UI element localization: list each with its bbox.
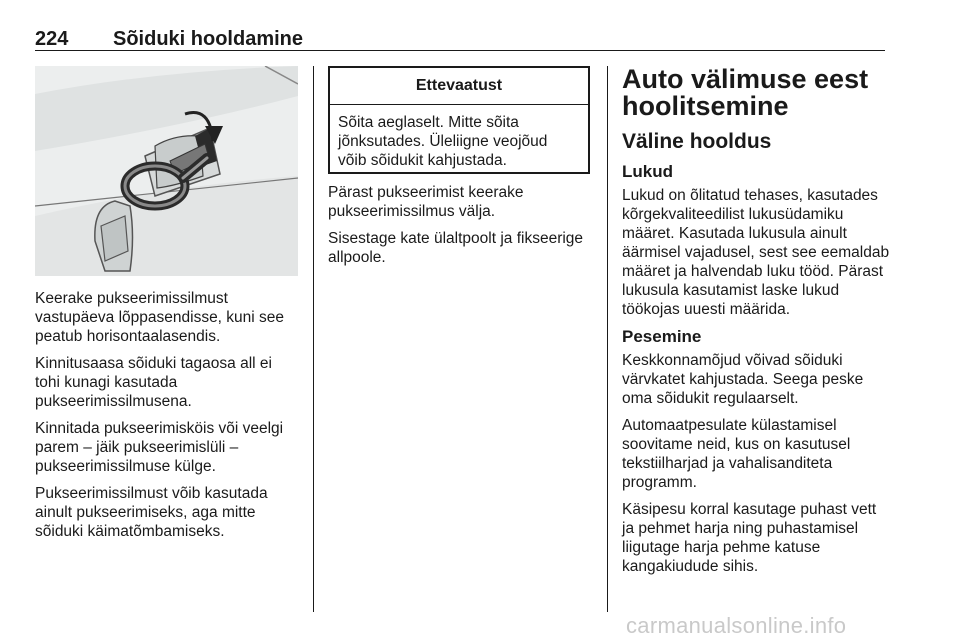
column-divider [607, 66, 608, 612]
page-header [35, 28, 885, 51]
paragraph: Pärast pukseerimist keerake pukseerimissilmus välja. [328, 184, 524, 220]
paragraph: Kinnitada pukseerimisköis või veelgi parem – jäik pukseerimislüli – pukseerimissilmuse külge. [35, 420, 284, 475]
column-divider [313, 66, 314, 612]
caution-title: Ettevaatust [330, 68, 588, 105]
tow-eye-illustration-icon [35, 66, 298, 276]
right-column [622, 66, 892, 584]
paragraph: Keskkonnamõjud võivad sõiduki värvkatet kahjustada. Seega peske oma sõidukit regulaarselt. [622, 352, 864, 407]
page-number: 224 [35, 28, 69, 50]
subsection-heading: Väline hooldus [622, 130, 772, 153]
page-title: Sõiduki hooldamine [113, 28, 304, 50]
paragraph: Käsipesu korral kasutage puhast vett ja pehmet harja ning puhastamisel liigutage harja pehme katuse kangakiudude sihis. [622, 501, 877, 575]
locks-heading: Lukud [622, 162, 673, 181]
paragraph: Lukud on õlitatud tehases, kasutades kõrgekvaliteedilist lukusüdamiku määret. Kasutada lukusula ainult äärmisel vajadusel, sest see eemaldab määret ja halvendab luku tööd. Pärast lukusula kasutamist laske lukud töökojas uuesti määrida. [622, 187, 890, 318]
caution-box [328, 66, 590, 174]
watermark-link[interactable]: carmanualsonline.info [626, 613, 847, 638]
paragraph: Automaatpesulate külastamisel soovitame neid, kus on kasutusel tekstiilharjad ja vahalisanditeta programm. [622, 417, 851, 491]
washing-heading: Pesemine [622, 327, 702, 346]
left-column [35, 289, 300, 549]
caution-text: Sõita aeglaselt. Mitte sõita jõnksutades. Üleliigne veojõud võib sõidukit kahjustada. [338, 114, 548, 169]
paragraph: Pukseerimissilmust võib kasutada ainult pukseerimiseks, aga mitte sõiduki käimatõmbamiseks. [35, 485, 268, 540]
paragraph: Sisestage kate ülaltpoolt ja fikseerige allpoole. [328, 230, 584, 266]
paragraph: Keerake pukseerimissilmust vastupäeva lõppasendisse, kuni see peatub horisontaalasendis. [35, 290, 285, 345]
paragraph: Kinnitusaasa sõiduki tagaosa all ei tohi kunagi kasutada pukseerimissilmusena. [35, 355, 272, 410]
section-heading: Auto välimuse eest hoolitsemine [622, 64, 869, 121]
middle-column [328, 183, 593, 275]
